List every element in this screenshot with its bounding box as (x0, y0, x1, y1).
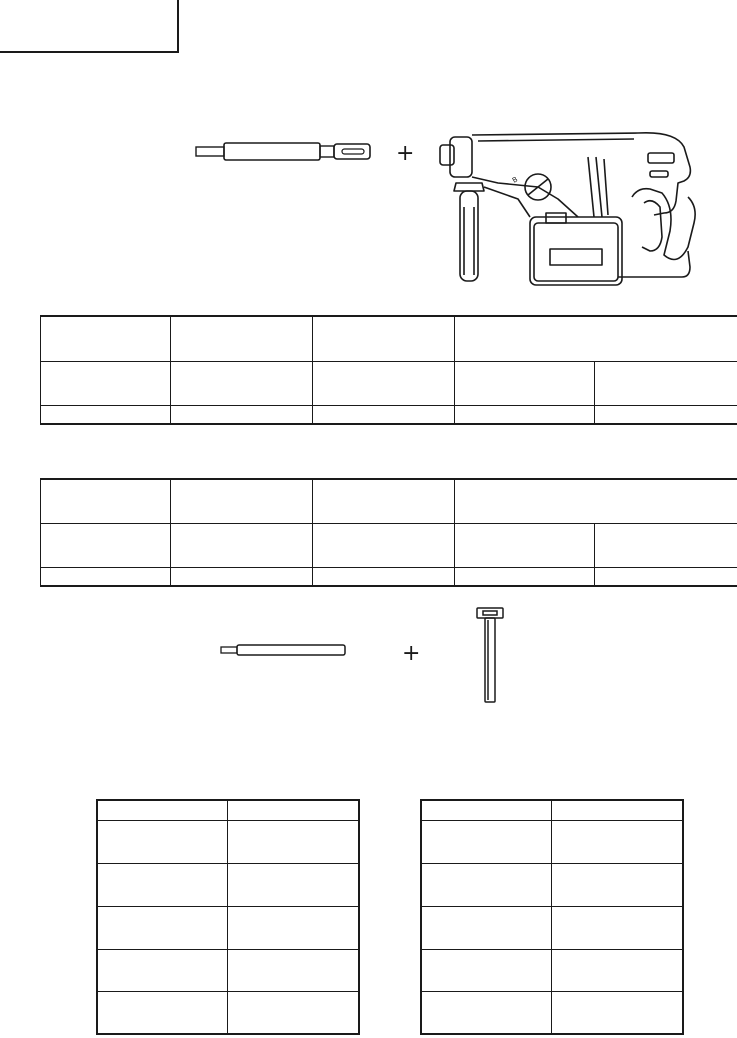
table-cell (171, 479, 313, 523)
table-cell (455, 361, 595, 405)
spec-table-2 (40, 478, 737, 587)
table-cell (41, 567, 171, 586)
table-row (41, 523, 737, 567)
table-cell (171, 361, 313, 405)
table-cell (313, 479, 455, 523)
table-cell (41, 361, 171, 405)
table-cell (313, 361, 455, 405)
pin-rod-icon (220, 643, 350, 657)
table-cell (227, 800, 359, 820)
rotary-hammer-icon (438, 127, 708, 290)
table-cell (171, 316, 313, 361)
table-row (41, 361, 737, 405)
table-cell (97, 863, 227, 906)
table-cell (455, 316, 737, 361)
table-row (421, 906, 683, 949)
table-cell (313, 567, 455, 586)
hammer-icon (474, 606, 506, 706)
table-cell (41, 316, 171, 361)
table-cell (171, 523, 313, 567)
plus-sign-top: + (396, 141, 415, 166)
table-cell (97, 949, 227, 991)
table-cell (41, 523, 171, 567)
svg-text:B: B (511, 175, 520, 185)
table-cell (421, 906, 551, 949)
table-row (97, 906, 359, 949)
table-cell (595, 567, 737, 586)
table-cell (227, 820, 359, 863)
table-row (421, 863, 683, 906)
table-cell (421, 949, 551, 991)
table-cell (313, 523, 455, 567)
plus-sign-bottom: + (402, 641, 421, 666)
table-cell (421, 991, 551, 1034)
table-cell (551, 863, 683, 906)
table-cell (551, 949, 683, 991)
table-cell (97, 991, 227, 1034)
table-cell (227, 991, 359, 1034)
table-cell (41, 479, 171, 523)
table-row (97, 949, 359, 991)
table-row (41, 479, 737, 523)
pair-table-left (96, 799, 360, 1035)
table-cell (421, 820, 551, 863)
table-cell (227, 863, 359, 906)
pair-table-right (420, 799, 684, 1035)
table-cell (595, 405, 737, 424)
table-cell (595, 523, 737, 567)
table-row (41, 567, 737, 586)
table-cell (595, 361, 737, 405)
table-row (97, 800, 359, 820)
table-cell (313, 316, 455, 361)
table-cell (551, 991, 683, 1034)
table-row (421, 800, 683, 820)
table-cell (455, 523, 595, 567)
table-cell (421, 863, 551, 906)
corner-label-box (0, 0, 179, 53)
spec-table-1 (40, 315, 737, 425)
table-cell (171, 405, 313, 424)
table-row (97, 820, 359, 863)
table-cell (313, 405, 455, 424)
table-row (97, 991, 359, 1034)
table-cell (227, 906, 359, 949)
table-cell (41, 405, 171, 424)
table-cell (421, 800, 551, 820)
table-cell (455, 405, 595, 424)
table-cell (551, 800, 683, 820)
table-cell (551, 820, 683, 863)
table-row (41, 316, 737, 361)
table-cell (97, 800, 227, 820)
table-cell (171, 567, 313, 586)
table-row (421, 949, 683, 991)
table-row (97, 863, 359, 906)
table-row (421, 991, 683, 1034)
table-row (41, 405, 737, 424)
table-cell (455, 479, 737, 523)
table-cell (455, 567, 595, 586)
table-cell (551, 906, 683, 949)
table-cell (227, 949, 359, 991)
table-cell (97, 820, 227, 863)
table-row (421, 820, 683, 863)
drill-bit-sds-icon (195, 138, 375, 168)
table-cell (97, 906, 227, 949)
